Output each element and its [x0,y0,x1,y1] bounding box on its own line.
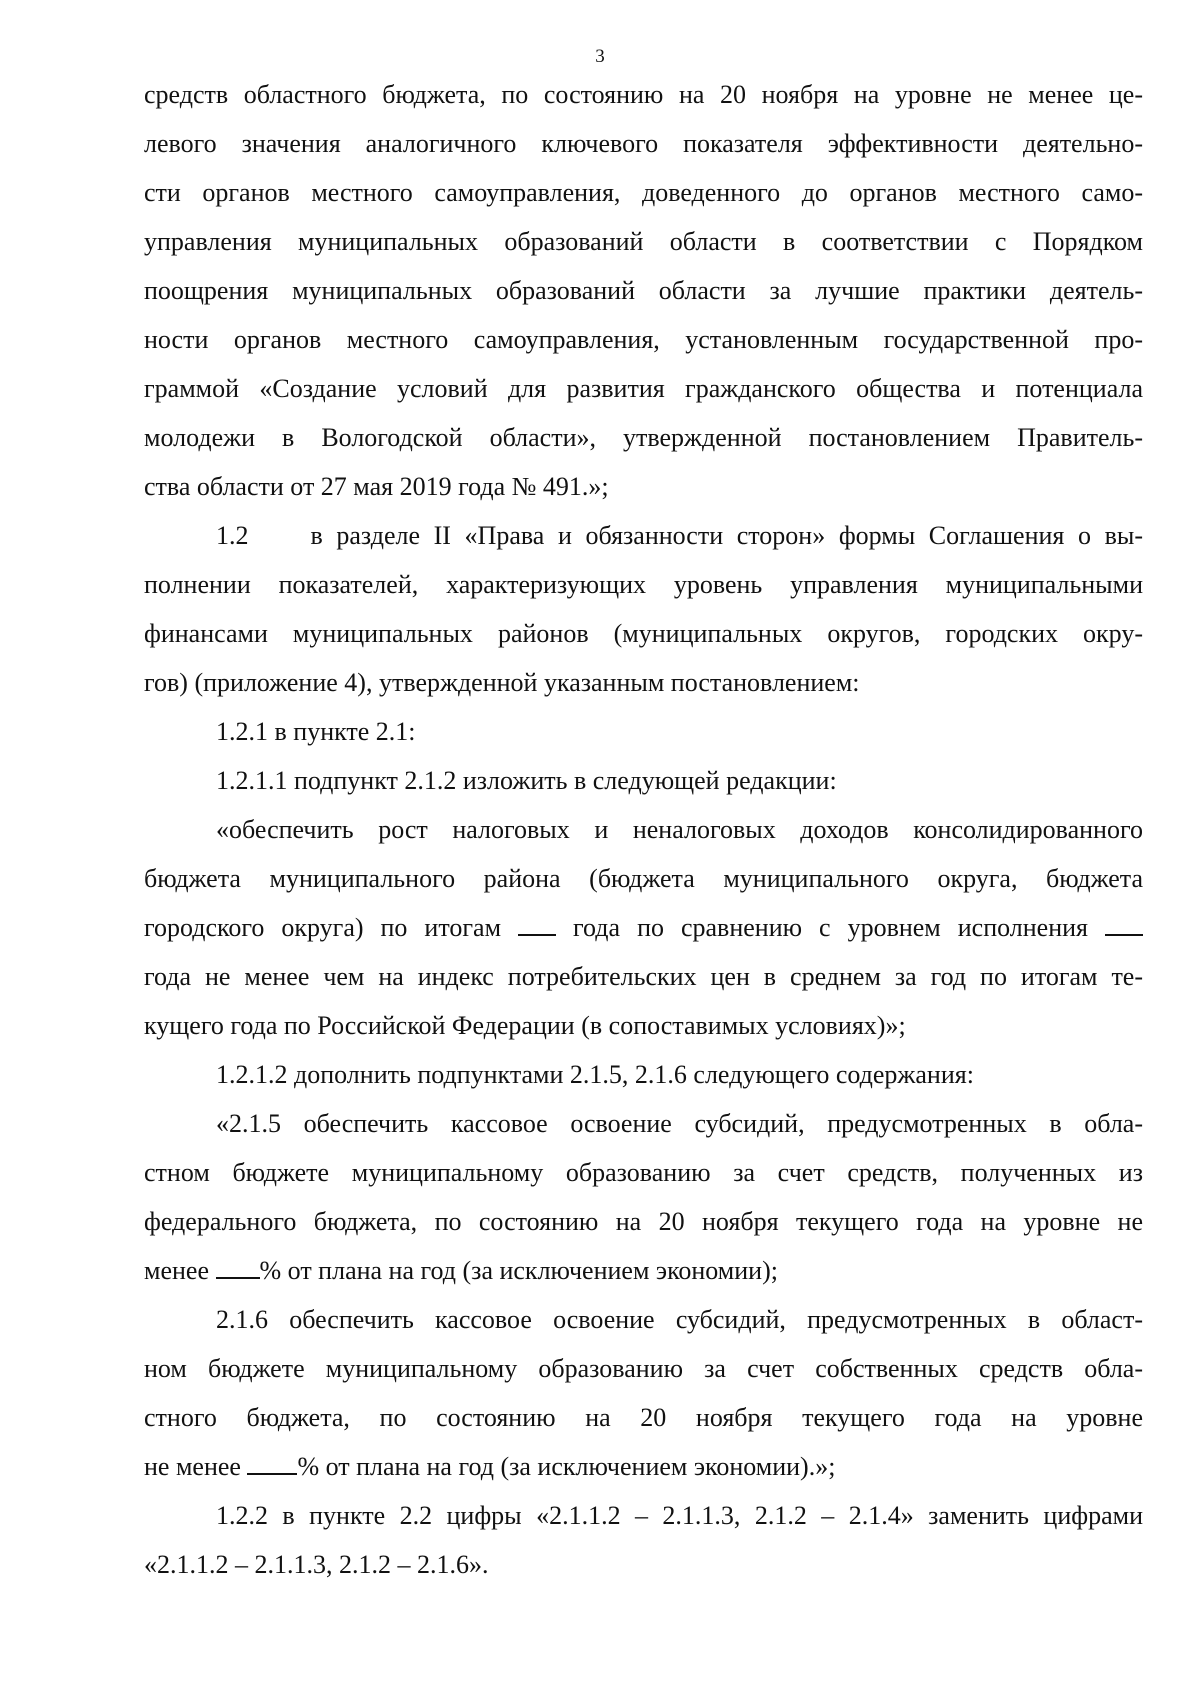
text-line: 1.2.1.1 подпункт 2.1.2 изложить в следующей редакции: [216,766,837,795]
text-line: граммой «Создание условий для развития гражданского общества и потенциала [144,374,1143,403]
text-line: 1.2.2 в пункте 2.2 цифры «2.1.1.2 – 2.1.1.3, 2.1.2 – 2.1.4» заменить цифрами [216,1501,1143,1530]
text-line: стного бюджета, по состоянию на 20 ноября текущего года на уровне [144,1403,1143,1432]
paragraph-quote-2-1-2 [144,805,1143,1050]
text-line: «2.1.1.2 – 2.1.1.3, 2.1.2 – 2.1.6». [144,1550,489,1579]
text-line: года не менее чем на индекс потребительских цен в среднем за год по итогам те- [144,962,1143,991]
text-line: сти органов местного самоуправления, доведенного до органов местного само- [144,178,1143,207]
text-line: ства области от 27 мая 2019 года № 491.»; [144,472,609,501]
document-body [144,70,1143,1589]
text-line [144,1246,1143,1295]
text-line: бюджета муниципального района (бюджета муниципального округа, бюджета [144,864,1143,893]
text-line: гов) (приложение 4), утвержденной указанным постановлением: [144,668,860,697]
blank-field-percent [247,1453,297,1475]
text-fragment: % от плана на год (за исключением экономии).»; [297,1452,836,1481]
text-fragment: года по сравнению с уровнем исполнения [573,913,1089,942]
blank-field-year [1105,914,1143,936]
text-line [144,511,1143,560]
text-line: полнении показателей, характеризующих уровень управления муниципальными [144,570,1143,599]
paragraph-1-2-1-1 [144,756,1143,805]
text-line: «2.1.5 обеспечить кассовое освоение субсидий, предусмотренных в обла- [216,1109,1143,1138]
text-fragment: в разделе II «Права и обязанности сторон» формы Соглашения о вы- [310,521,1143,550]
paragraph-1-2-2 [144,1491,1143,1589]
text-line: финансами муниципальных районов (муниципальных округов, городских окру- [144,619,1143,648]
text-line [144,1442,1143,1491]
blank-field-percent [216,1257,260,1279]
text-line: управления муниципальных образований области в соответствии с Порядком [144,227,1143,256]
paragraph-1-2 [144,511,1143,707]
text-line: левого значения аналогичного ключевого показателя эффективности деятельно- [144,129,1143,158]
blank-field-year [518,914,556,936]
text-line [144,903,1143,952]
text-line: ном бюджете муниципальному образованию за счет собственных средств обла- [144,1354,1143,1383]
paragraph-continuation [144,70,1143,511]
text-line: 2.1.6 обеспечить кассовое освоение субсидий, предусмотренных в област- [216,1305,1143,1334]
paragraph-1-2-1-2 [144,1050,1143,1099]
text-fragment: % от плана на год (за исключением экономии); [259,1256,778,1285]
text-line: «обеспечить рост налоговых и неналоговых доходов консолидированного [216,815,1143,844]
text-fragment: городского округа) по итогам [144,913,502,942]
text-line: 1.2.1 в пункте 2.1: [216,717,416,746]
text-line: средств областного бюджета, по состоянию на 20 ноября на уровне не менее це- [144,80,1143,109]
clause-number: 1.2 [216,521,249,550]
page-number: 3 [595,46,605,67]
text-line: поощрения муниципальных образований области за лучшие практики деятель- [144,276,1143,305]
text-line: стном бюджете муниципальному образованию за счет средств, полученных из [144,1158,1143,1187]
text-line: 1.2.1.2 дополнить подпунктами 2.1.5, 2.1.6 следующего содержания: [216,1060,974,1089]
text-fragment: менее [144,1256,209,1285]
paragraph-2-1-6 [144,1295,1143,1491]
text-line: кущего года по Российской Федерации (в сопоставимых условиях)»; [144,1011,906,1040]
text-line: федерального бюджета, по состоянию на 20 ноября текущего года на уровне не [144,1207,1143,1236]
text-line: молодежи в Вологодской области», утвержденной постановлением Правитель- [144,423,1143,452]
text-fragment: не менее [144,1452,241,1481]
text-line: ности органов местного самоуправления, установленным государственной про- [144,325,1143,354]
paragraph-1-2-1 [144,707,1143,756]
paragraph-2-1-5 [144,1099,1143,1295]
